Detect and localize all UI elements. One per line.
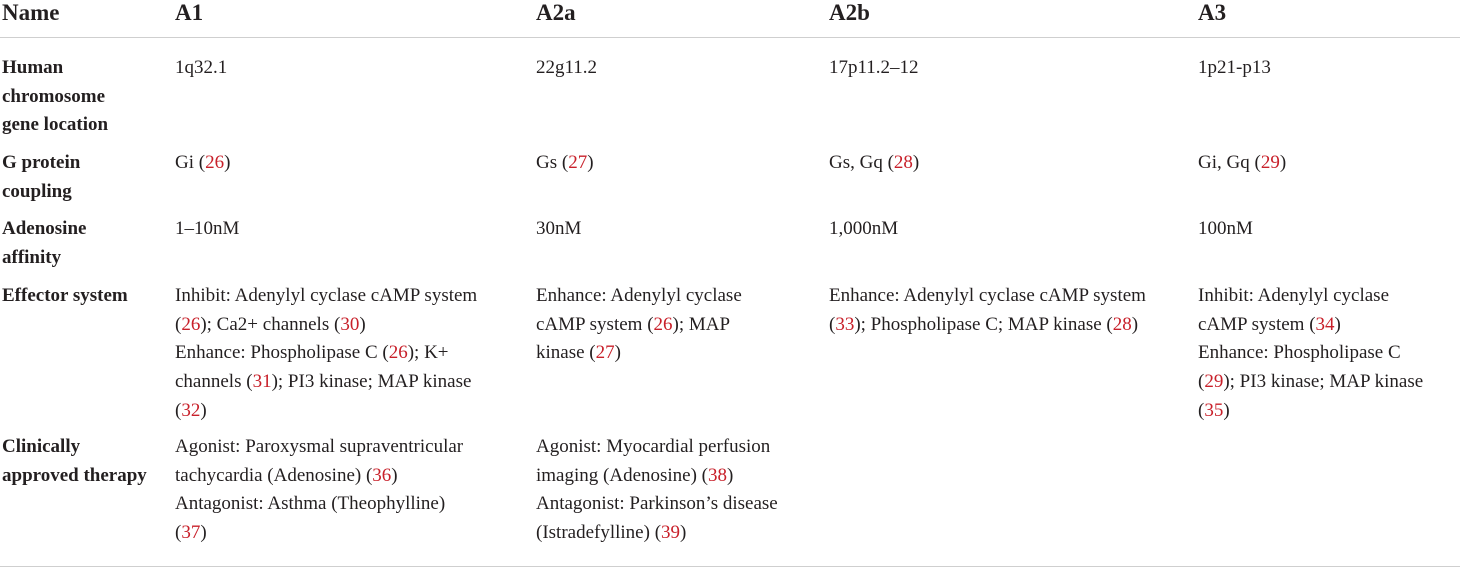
reference-link[interactable]: 28 bbox=[1112, 313, 1132, 335]
table-cell bbox=[1198, 54, 1458, 83]
cell-text: channels ( bbox=[175, 371, 253, 393]
header-a2b: A2b bbox=[829, 0, 870, 25]
cell-text: ) bbox=[912, 152, 920, 173]
reference-link[interactable]: 26 bbox=[181, 313, 201, 335]
cell-text: Agonist: Myocardial perfusion bbox=[536, 436, 771, 457]
table-cell bbox=[175, 215, 525, 244]
header-a1: A1 bbox=[175, 0, 204, 25]
cell-line bbox=[536, 149, 816, 178]
reference-link[interactable]: 36 bbox=[372, 464, 392, 486]
cell-line bbox=[829, 311, 1189, 340]
cell-text: Gi, Gq ( bbox=[1198, 152, 1261, 173]
cell-text: 1,000nM bbox=[829, 218, 899, 239]
header-a2a: A2a bbox=[536, 0, 576, 25]
cell-line bbox=[536, 215, 816, 244]
row-label bbox=[2, 149, 162, 206]
row-label bbox=[2, 215, 162, 272]
cell-line bbox=[175, 311, 525, 340]
reference-link[interactable]: 31 bbox=[252, 371, 272, 393]
cell-text: ) bbox=[727, 464, 734, 486]
row-label-line: Human bbox=[2, 57, 64, 78]
cell-text: ( bbox=[175, 522, 182, 544]
reference-link[interactable]: 34 bbox=[1315, 313, 1335, 335]
cell-text: ) bbox=[200, 522, 207, 544]
cell-text: 1–10nM bbox=[175, 218, 240, 239]
table-cell bbox=[175, 433, 525, 548]
cell-text: Gi ( bbox=[175, 152, 206, 173]
cell-line bbox=[829, 54, 1189, 83]
cell-text: Inhibit: Adenylyl cyclase cAMP system bbox=[175, 285, 478, 306]
table-cell bbox=[829, 149, 1189, 178]
row-label bbox=[2, 433, 162, 490]
reference-link[interactable]: 26 bbox=[388, 342, 408, 364]
table-cell bbox=[829, 54, 1189, 83]
cell-text: 100nM bbox=[1198, 218, 1253, 239]
cell-text: ); K+ bbox=[407, 342, 449, 364]
cell-line bbox=[829, 215, 1189, 244]
cell-text: Antagonist: Parkinson’s disease bbox=[536, 493, 778, 515]
table-cell bbox=[175, 54, 525, 83]
reference-link[interactable]: 32 bbox=[181, 399, 201, 421]
reference-link[interactable]: 27 bbox=[595, 342, 615, 364]
cell-text: 30nM bbox=[536, 218, 582, 239]
cell-text: ( bbox=[1198, 371, 1205, 393]
cell-line bbox=[1198, 282, 1458, 311]
cell-text: ) bbox=[1131, 313, 1139, 335]
row-label bbox=[2, 282, 162, 311]
table-cell bbox=[536, 282, 816, 368]
cell-text: ) bbox=[391, 464, 398, 486]
header-name: Name bbox=[2, 0, 60, 25]
row-label-line: G protein bbox=[2, 152, 81, 173]
row-label-line: Effector system bbox=[2, 285, 128, 306]
reference-link[interactable]: 39 bbox=[661, 522, 681, 544]
reference-link[interactable]: 35 bbox=[1204, 399, 1224, 421]
table-cell bbox=[536, 433, 816, 548]
reference-link[interactable]: 26 bbox=[653, 313, 673, 335]
cell-line bbox=[536, 311, 816, 340]
cell-text: ) bbox=[359, 313, 366, 335]
cell-line bbox=[175, 397, 525, 426]
cell-text: cAMP system ( bbox=[536, 313, 654, 335]
reference-link[interactable]: 26 bbox=[205, 152, 225, 173]
row-label-line: affinity bbox=[2, 246, 62, 268]
table-cell bbox=[829, 282, 1189, 339]
cell-line bbox=[175, 490, 525, 519]
cell-text: ); Ca2+ channels ( bbox=[200, 313, 341, 335]
table-cell bbox=[1198, 149, 1458, 178]
cell-line bbox=[175, 282, 525, 311]
cell-text: ) bbox=[224, 152, 231, 173]
cell-text: ) bbox=[1279, 152, 1287, 173]
cell-text: ) bbox=[1334, 313, 1341, 335]
cell-line bbox=[1198, 368, 1458, 397]
reference-link[interactable]: 33 bbox=[835, 313, 855, 335]
cell-line bbox=[175, 215, 525, 244]
cell-line bbox=[536, 54, 816, 83]
reference-link[interactable]: 29 bbox=[1204, 371, 1224, 393]
bottom-rule bbox=[0, 566, 1460, 567]
cell-line bbox=[1198, 215, 1458, 244]
reference-link[interactable]: 37 bbox=[181, 522, 201, 544]
cell-line bbox=[1198, 54, 1458, 83]
cell-text: cAMP system ( bbox=[1198, 313, 1316, 335]
cell-line bbox=[175, 54, 525, 83]
header-a3: A3 bbox=[1198, 0, 1227, 25]
cell-text: Inhibit: Adenylyl cyclase bbox=[1198, 285, 1390, 306]
cell-text: kinase ( bbox=[536, 342, 596, 364]
cell-line bbox=[175, 339, 525, 368]
cell-text: tachycardia (Adenosine) ( bbox=[175, 464, 373, 486]
row-label-line: chromosome bbox=[2, 85, 106, 107]
reference-link[interactable]: 28 bbox=[893, 152, 913, 173]
cell-text: 1p21-p13 bbox=[1198, 57, 1271, 78]
cell-line bbox=[536, 282, 816, 311]
cell-text: Agonist: Paroxysmal supraventricular bbox=[175, 436, 464, 457]
cell-line bbox=[829, 149, 1189, 178]
cell-text: ) bbox=[614, 342, 621, 364]
cell-line bbox=[175, 519, 525, 548]
reference-link[interactable]: 38 bbox=[708, 464, 728, 486]
cell-line bbox=[536, 339, 816, 368]
cell-text: ( bbox=[175, 313, 182, 335]
cell-text: ) bbox=[680, 522, 687, 544]
cell-line bbox=[536, 519, 816, 548]
table-cell bbox=[1198, 215, 1458, 244]
header-rule bbox=[0, 37, 1460, 38]
cell-line bbox=[175, 149, 525, 178]
table-cell bbox=[829, 215, 1189, 244]
cell-line bbox=[536, 433, 816, 462]
reference-link[interactable]: 27 bbox=[568, 152, 588, 173]
table-cell bbox=[536, 54, 816, 83]
cell-text: ); PI3 kinase; MAP kinase bbox=[1223, 371, 1424, 393]
cell-line bbox=[536, 462, 816, 491]
cell-text: imaging (Adenosine) ( bbox=[536, 464, 709, 486]
table-cell bbox=[1198, 282, 1458, 426]
reference-link[interactable]: 29 bbox=[1260, 152, 1280, 173]
cell-line bbox=[1198, 311, 1458, 340]
cell-line bbox=[175, 462, 525, 491]
cell-text: Gs ( bbox=[536, 152, 569, 173]
cell-text: ( bbox=[829, 313, 836, 335]
cell-text: 22g11.2 bbox=[536, 57, 598, 78]
cell-text: ); Phospholipase C; MAP kinase ( bbox=[854, 313, 1113, 335]
table-cell bbox=[175, 282, 525, 426]
cell-text: Enhance: Phospholipase C bbox=[1198, 342, 1401, 364]
row-label-line: approved therapy bbox=[2, 464, 147, 486]
cell-text: (Istradefylline) ( bbox=[536, 522, 662, 544]
cell-line bbox=[175, 433, 525, 462]
cell-line bbox=[829, 282, 1189, 311]
cell-text: ( bbox=[1198, 399, 1205, 421]
row-label bbox=[2, 54, 162, 140]
cell-line bbox=[1198, 397, 1458, 426]
cell-text: ) bbox=[1223, 399, 1230, 421]
row-label-line: coupling bbox=[2, 180, 72, 202]
cell-line bbox=[1198, 149, 1458, 178]
row-label-line: Adenosine bbox=[2, 218, 87, 239]
table-cell bbox=[175, 149, 525, 178]
cell-text: Enhance: Adenylyl cyclase bbox=[536, 285, 742, 306]
cell-text: ); PI3 kinase; MAP kinase bbox=[271, 371, 472, 393]
cell-text: ); MAP bbox=[672, 313, 731, 335]
cell-text: ( bbox=[175, 399, 182, 421]
cell-line bbox=[1198, 339, 1458, 368]
table-cell bbox=[536, 149, 816, 178]
cell-text: Antagonist: Asthma (Theophylline) bbox=[175, 493, 446, 515]
reference-link[interactable]: 30 bbox=[340, 313, 360, 335]
row-label-line: gene location bbox=[2, 114, 109, 136]
cell-text: 17p11.2–12 bbox=[829, 57, 919, 78]
cell-line bbox=[536, 490, 816, 519]
cell-text: 1q32.1 bbox=[175, 57, 228, 78]
cell-text: ) bbox=[587, 152, 594, 173]
cell-text: Enhance: Phospholipase C ( bbox=[175, 342, 389, 364]
table-cell bbox=[536, 215, 816, 244]
row-label-line: Clinically bbox=[2, 436, 81, 457]
cell-text: ) bbox=[200, 399, 207, 421]
cell-text: Gs, Gq ( bbox=[829, 152, 894, 173]
cell-line bbox=[175, 368, 525, 397]
cell-text: Enhance: Adenylyl cyclase cAMP system bbox=[829, 285, 1146, 306]
